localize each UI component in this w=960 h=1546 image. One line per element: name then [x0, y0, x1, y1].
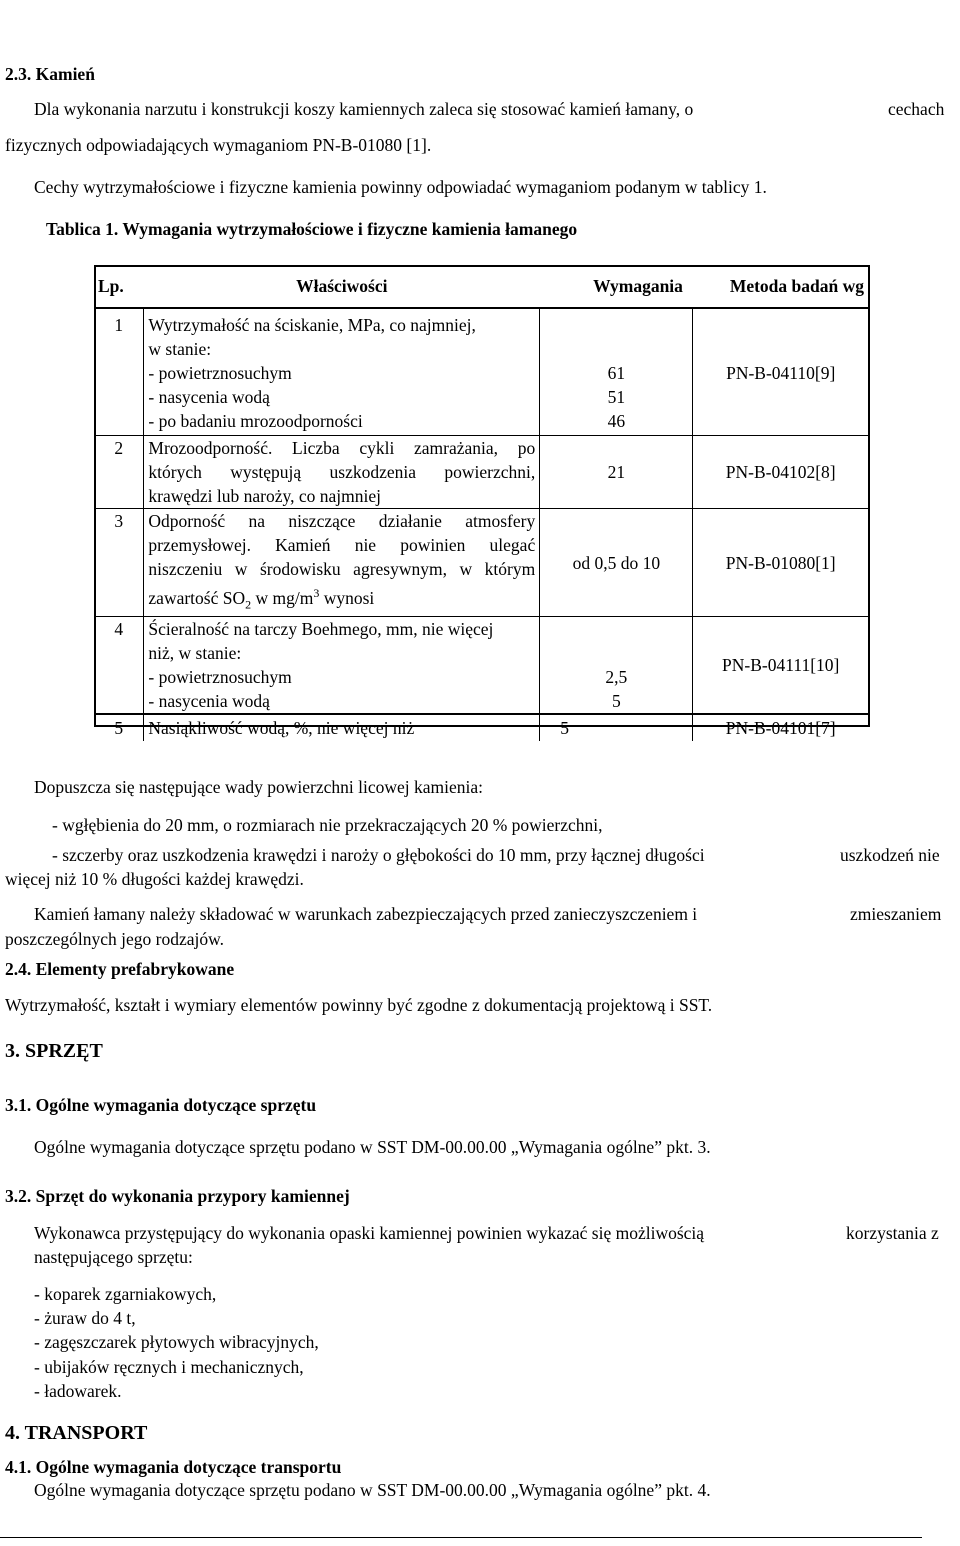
contractor-line1: Wykonawca przystępujący do wykonania opaski kamiennej powinien wykazać się możliwością	[34, 1223, 705, 1243]
defects-item-2-line2: więcej niż 10 % długości każdej krawędzi.	[5, 869, 304, 889]
list-item: - zagęszczarek płytowych wibracyjnych,	[34, 1332, 319, 1353]
prop-line: - po badaniu mrozoodporności	[148, 411, 363, 431]
paragraph-stone-line1-end: cechach	[888, 99, 945, 119]
unit-text: w mg/m	[251, 587, 314, 608]
prop-line-so2	[148, 581, 535, 616]
row-lp: 1	[94, 308, 144, 436]
row-property	[144, 436, 540, 509]
unit-superscript: 3	[313, 586, 320, 600]
req-value: 5	[611, 691, 621, 712]
row-method: PN-B-04111[10]	[693, 617, 868, 715]
paragraph-stone-line1: Dla wykonania narzutu i konstrukcji koszy kamiennych zaleca się stosować kamień łamany, o	[34, 99, 694, 119]
requirements-table	[94, 265, 868, 741]
prop-line: przemysłowej. Kamień nie powinien ulegać	[148, 535, 536, 555]
so2-text: zawartość SO	[148, 587, 246, 608]
row-lp: 4	[94, 617, 144, 715]
table-caption: Tablica 1. Wymagania wytrzymałościowe i fizyczne kamienia łamanego	[46, 219, 578, 239]
list-item: - koparek zgarniakowych,	[34, 1284, 217, 1304]
defects-intro: Dopuszcza się następujące wady powierzchni licowej kamienia:	[34, 777, 483, 797]
paragraph-strength: Cechy wytrzymałościowe i fizyczne kamienia powinny odpowiadać wymaganiom podanym w tablicy 1.	[34, 177, 767, 197]
row-requirement	[540, 308, 693, 436]
table-row	[94, 509, 868, 617]
section-heading-2-3: 2.3. Kamień	[5, 64, 95, 84]
table-row	[94, 714, 868, 741]
header-requirements: Wymagania	[540, 265, 693, 308]
transport-general-text: Ogólne wymagania dotyczące sprzętu podano w SST DM-00.00.00 „Wymagania ogólne” pkt. 4.	[34, 1480, 711, 1500]
prop-line: - nasycenia wodą	[148, 691, 270, 712]
header-properties: Właściwości	[144, 265, 540, 308]
req-value: 2,5	[605, 667, 628, 688]
row-property	[144, 617, 540, 715]
row-property	[144, 308, 540, 436]
prop-line: - powietrznosuchym	[148, 363, 292, 383]
req-value: 51	[607, 387, 626, 407]
prop-line: Odporność na niszczące działanie atmosfery	[148, 511, 536, 531]
row-property	[144, 509, 540, 617]
storage-line2: poszczególnych jego rodzajów.	[5, 929, 224, 949]
contractor-line2: następującego sprzętu:	[34, 1247, 193, 1267]
req-value: 46	[607, 411, 626, 431]
contractor-line1-end: korzystania z	[846, 1223, 939, 1243]
prop-line: Mrozoodporność. Liczba cykli zamrażania, po	[148, 438, 536, 458]
row-requirement: 5	[540, 714, 693, 741]
table-header-row	[94, 265, 868, 308]
equipment-list	[34, 1282, 319, 1403]
defects-item-2-line1-end: uszkodzeń nie	[840, 845, 940, 865]
row-lp: 3	[94, 509, 144, 617]
row-method: PN-B-04110[9]	[693, 308, 868, 436]
table-row	[94, 308, 868, 436]
header-lp: Lp.	[94, 265, 144, 308]
prop-line: w stanie:	[148, 339, 212, 359]
row-method: PN-B-04101[7]	[693, 714, 868, 741]
unit-suffix: wynosi	[319, 587, 375, 608]
prop-line: - powietrznosuchym	[148, 667, 292, 688]
section-heading-2-4: 2.4. Elementy prefabrykowane	[5, 959, 235, 979]
equipment-general-text: Ogólne wymagania dotyczące sprzętu podano w SST DM-00.00.00 „Wymagania ogólne” pkt. 3.	[34, 1137, 711, 1157]
defects-item-1: - wgłębienia do 20 mm, o rozmiarach nie przekraczających 20 % powierzchni,	[52, 815, 603, 835]
table-row	[94, 436, 868, 509]
row-lp: 5	[94, 714, 144, 741]
row-method: PN-B-04102[8]	[693, 436, 868, 509]
row-property	[144, 714, 540, 741]
section-heading-4-1: 4.1. Ogólne wymagania dotyczące transportu	[5, 1457, 342, 1477]
row-lp: 2	[94, 436, 144, 509]
prop-line: - nasycenia wodą	[148, 387, 270, 407]
prop-line: Nasiąkliwość wodą, %, nie więcej niż	[148, 718, 415, 739]
section-heading-3-2: 3.2. Sprzęt do wykonania przypory kamiennej	[5, 1186, 350, 1206]
row-requirement: od 0,5 do 10	[540, 509, 693, 617]
paragraph-stone-line2: fizycznych odpowiadających wymaganiom PN-B-01080 [1].	[5, 135, 432, 155]
prefab-text: Wytrzymałość, kształt i wymiary elementów powinny być zgodne z dokumentacją projektową i SST.	[5, 995, 713, 1015]
row-requirement: 21	[540, 436, 693, 509]
prop-line: których występują uszkodzenia powierzchni,	[148, 462, 536, 482]
list-item: - żuraw do 4 t,	[34, 1308, 136, 1329]
prop-line: niszczeniu w środowisku agresywnym, w którym	[148, 559, 536, 579]
row-method: PN-B-01080[1]	[693, 509, 868, 617]
prop-line: krawędzi lub naroży, co najmniej	[148, 486, 381, 506]
storage-line1: Kamień łamany należy składować w warunkach zabezpieczających przed zanieczyszczeniem i	[34, 904, 698, 924]
header-method: Metoda badań wg	[693, 265, 868, 308]
req-value: 61	[607, 363, 626, 383]
list-item: - ubijaków ręcznych i mechanicznych,	[34, 1356, 304, 1377]
storage-line1-end: zmieszaniem	[850, 904, 942, 924]
list-item: - ładowarek.	[34, 1380, 122, 1401]
defects-item-2-line1: - szczerby oraz uszkodzenia krawędzi i naroży o głębokości do 10 mm, przy łącznej długości	[52, 845, 705, 865]
so2-subscript: 2	[245, 597, 252, 612]
row-requirement	[540, 617, 693, 715]
section-heading-3: 3. SPRZĘT	[5, 1040, 103, 1062]
prop-line: niż, w stanie:	[148, 643, 242, 664]
prop-line: Ścieralność na tarczy Boehmego, mm, nie więcej	[148, 619, 494, 640]
prop-line: Wytrzymałość na ściskanie, MPa, co najmniej,	[148, 315, 476, 335]
section-heading-4: 4. TRANSPORT	[5, 1422, 148, 1444]
section-heading-3-1: 3.1. Ogólne wymagania dotyczące sprzętu	[5, 1095, 317, 1115]
table-row	[94, 617, 868, 715]
footer-rule	[0, 1537, 922, 1538]
